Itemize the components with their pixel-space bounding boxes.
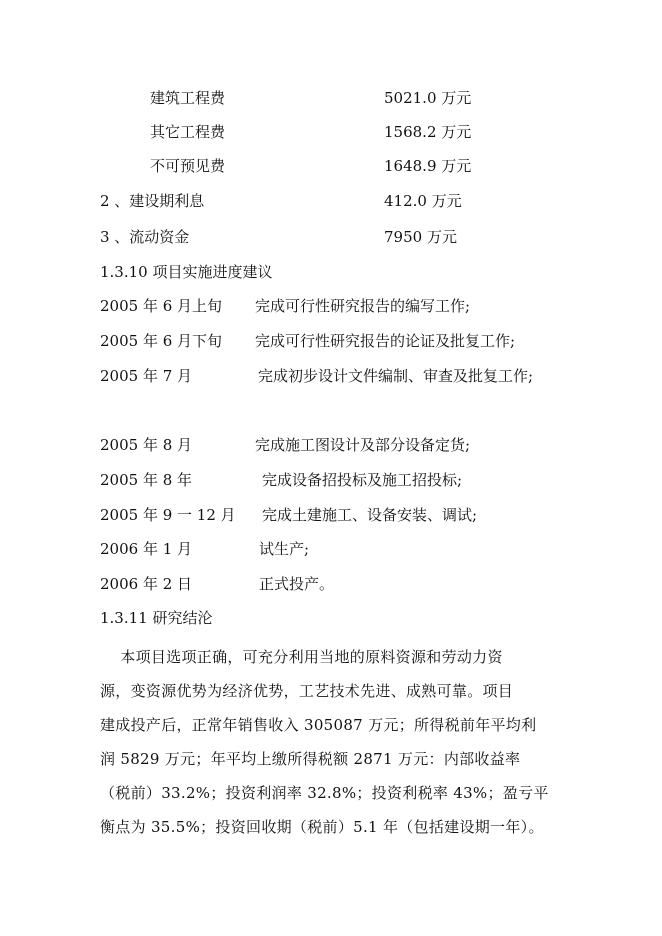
schedule-heading: 1.3.10 项目实施进度建议 xyxy=(100,263,273,281)
schedule-date: 2005 年 8 年 xyxy=(100,471,193,489)
paragraph-line: 本项目选项正确，可充分利用当地的原料资源和劳动力资 xyxy=(100,648,503,666)
schedule-task: 正式投产。 xyxy=(259,575,335,593)
paragraph-line: 润 5829 万元；年平均上缴所得税额 2871 万元：内部收益率 xyxy=(100,750,521,768)
schedule-date: 2006 年 2 日 xyxy=(100,575,193,593)
cost-value-interest: 412.0 万元 xyxy=(384,192,462,210)
cost-label-other: 其它工程费 xyxy=(150,123,226,141)
cost-label-construction: 建筑工程费 xyxy=(150,89,226,107)
schedule-task: 完成土建施工、设备安装、调试; xyxy=(262,506,478,524)
schedule-task: 完成施工图设计及部分设备定货; xyxy=(255,436,471,454)
schedule-date: 2005 年 7 月 xyxy=(100,367,193,385)
paragraph-line: 衡点为 35.5%；投资回收期（税前）5.1 年（包括建设期一年）。 xyxy=(100,818,544,836)
cost-value-working-capital: 7950 万元 xyxy=(384,228,457,246)
paragraph-line: （税前）33.2%；投资利润率 32.8%；投资利税率 43%；盈亏平 xyxy=(100,784,549,802)
paragraph-line: 建成投产后，正常年销售收入 305087 万元；所得税前年平均利 xyxy=(100,716,537,734)
paragraph-line: 源，变资源优势为经济优势，工艺技术先进、成熟可靠。项目 xyxy=(100,682,514,700)
schedule-date: 2005 年 9 一 12 月 xyxy=(100,506,236,524)
schedule-date: 2005 年 8 月 xyxy=(100,436,193,454)
conclusion-heading: 1.3.11 研究结沦 xyxy=(100,609,213,627)
cost-value-contingency: 1648.9 万元 xyxy=(384,157,472,175)
schedule-task: 完成可行性研究报告的论证及批复工作; xyxy=(255,332,516,350)
schedule-date: 2006 年 1 月 xyxy=(100,540,193,558)
cost-label-contingency: 不可预见费 xyxy=(150,157,226,175)
cost-value-construction: 5021.0 万元 xyxy=(384,89,472,107)
schedule-task: 完成初步设计文件编制、审查及批复工作; xyxy=(258,367,534,385)
cost-label-working-capital: 3 、流动资金 xyxy=(100,228,190,246)
schedule-task: 完成可行性研究报告的编写工作; xyxy=(255,297,471,315)
conclusion-paragraph xyxy=(100,640,570,844)
cost-label-interest: 2 、建设期利息 xyxy=(100,192,205,210)
schedule-task: 完成设备招投标及施工招投标; xyxy=(262,471,463,489)
schedule-task: 试生产; xyxy=(259,540,310,558)
schedule-date: 2005 年 6 月下旬 xyxy=(100,332,223,350)
schedule-date: 2005 年 6 月上旬 xyxy=(100,297,223,315)
cost-value-other: 1568.2 万元 xyxy=(384,123,472,141)
